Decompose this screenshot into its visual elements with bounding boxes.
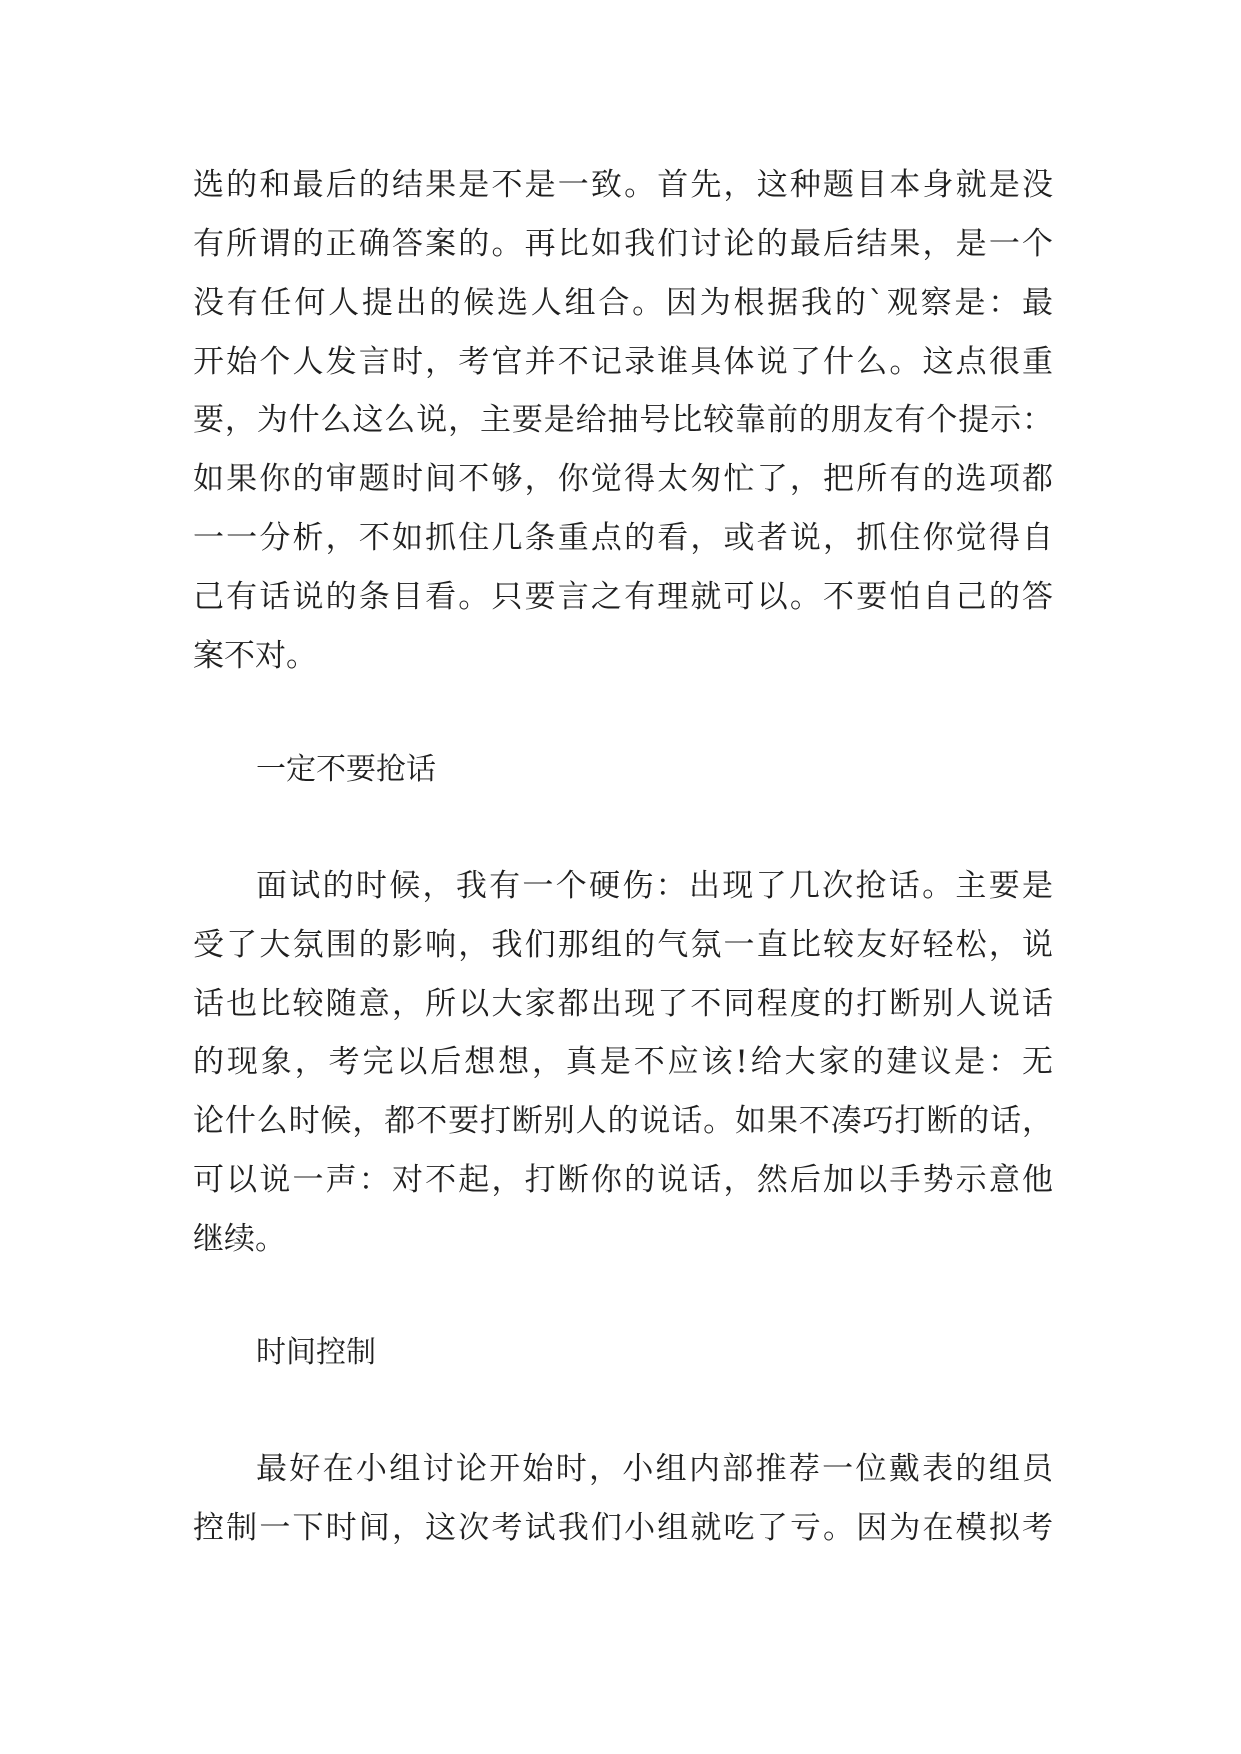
paragraph-2-line-5: 论什么时候，都不要打断别人的说话。如果不凑巧打断的话， (193, 1103, 1053, 1139)
paragraph-1-line-2: 有所谓的正确答案的。再比如我们讨论的最后结果，是一个 (193, 226, 1053, 262)
paragraph-1-line-7: 一一分析，不如抓住几条重点的看，或者说，抓住你觉得自 (193, 520, 1053, 556)
section-heading-time-control: 时间控制 (256, 1335, 376, 1370)
paragraph-1-line-1: 选的和最后的结果是不是一致。首先，这种题目本身就是没 (193, 167, 1053, 203)
paragraph-1-line-4: 开始个人发言时，考官并不记录谁具体说了什么。这点很重 (193, 344, 1053, 380)
paragraph-1-line-9: 案不对。 (193, 638, 317, 674)
paragraph-1-line-6: 如果你的审题时间不够，你觉得太匆忙了，把所有的选项都 (193, 461, 1053, 497)
paragraph-1-line-3: 没有任何人提出的候选人组合。因为根据我的`观察是：最 (193, 285, 1053, 321)
paragraph-2-line-4: 的现象，考完以后想想，真是不应该!给大家的建议是：无 (193, 1044, 1053, 1080)
paragraph-2-line-3: 话也比较随意，所以大家都出现了不同程度的打断别人说话 (193, 986, 1053, 1022)
paragraph-2-line-6: 可以说一声：对不起，打断你的说话，然后加以手势示意他 (193, 1162, 1053, 1198)
paragraph-1-line-5: 要，为什么这么说，主要是给抽号比较靠前的朋友有个提示： (193, 402, 1053, 438)
paragraph-1-line-8: 己有话说的条目看。只要言之有理就可以。不要怕自己的答 (193, 579, 1053, 615)
paragraph-3-line-2: 控制一下时间，这次考试我们小组就吃了亏。因为在模拟考 (193, 1510, 1053, 1546)
section-heading-no-interrupting: 一定不要抢话 (256, 752, 436, 787)
paragraph-2-line-1: 面试的时候，我有一个硬伤：出现了几次抢话。主要是 (256, 868, 1053, 904)
paragraph-2-line-7: 继续。 (193, 1221, 286, 1257)
paragraph-3-line-1: 最好在小组讨论开始时，小组内部推荐一位戴表的组员 (256, 1451, 1053, 1487)
paragraph-2-line-2: 受了大氛围的影响，我们那组的气氛一直比较友好轻松，说 (193, 927, 1053, 963)
